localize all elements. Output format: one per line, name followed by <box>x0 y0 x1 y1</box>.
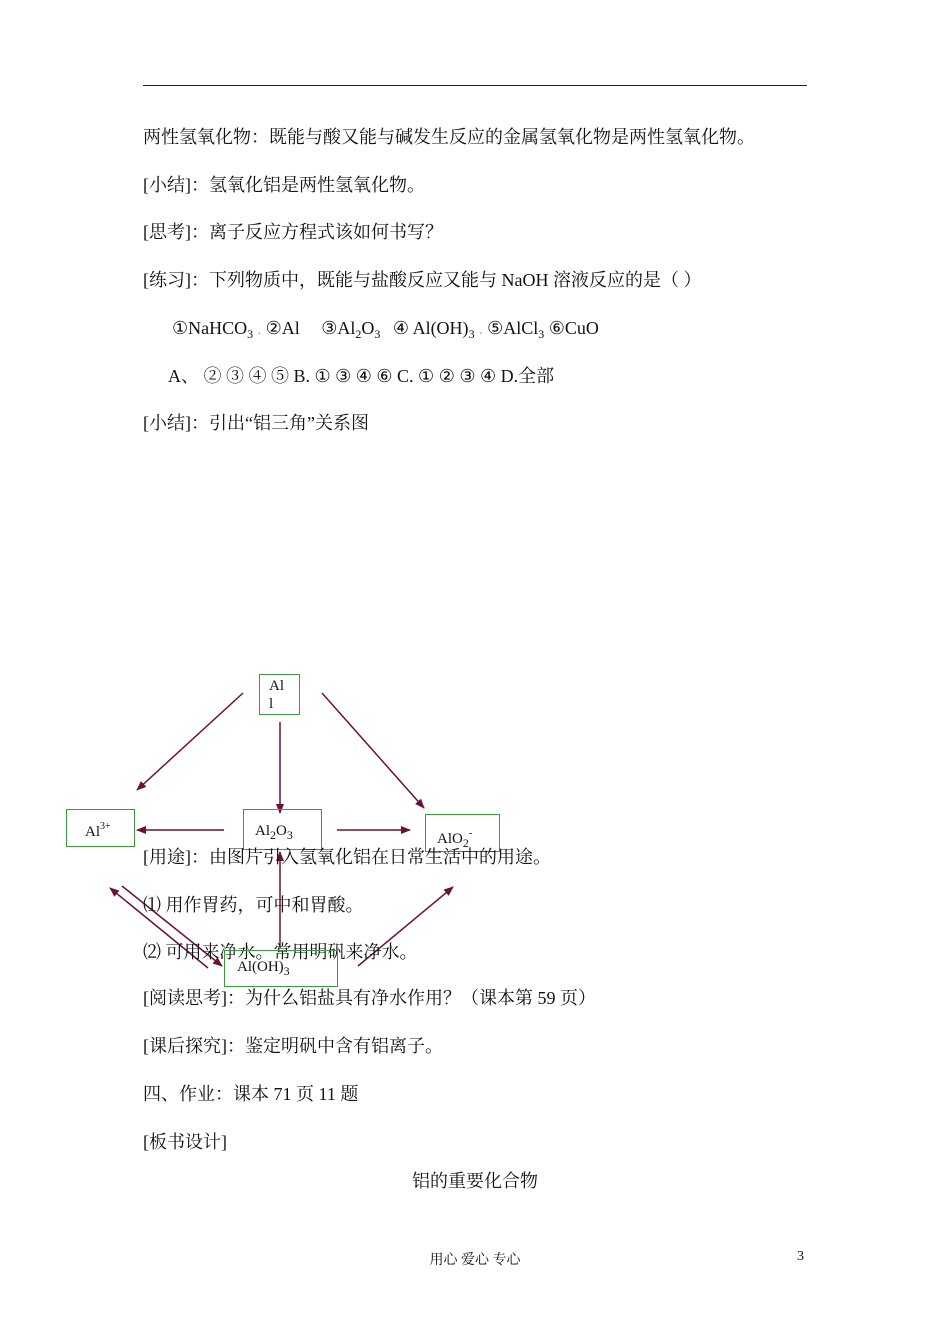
reading-question: [阅读思考]：为什么铝盐具有净水作用？（课本第 59 页） <box>143 988 596 1008</box>
node-al-label: Al <box>269 678 284 694</box>
board-design-title: 铝的重要化合物 <box>412 1171 538 1191</box>
usage-item-2: ⑵ 可用来净水。常用明矾来净水。 <box>143 942 418 962</box>
homework-line: 四、作业：课本 71 页 11 题 <box>143 1084 359 1104</box>
node-al2o3-label: Al <box>255 823 270 839</box>
node-al3-label: Al <box>85 824 100 840</box>
node-al2o3-label-o: O <box>276 823 287 839</box>
node-al3 <box>66 809 135 847</box>
page-footer: 用心 爱心 专心 <box>429 1253 521 1268</box>
option-6: ⑥CuO <box>548 318 599 338</box>
option-3: $③Al_2O_3$ <box>321 318 381 341</box>
board-design-heading: [板书设计] <box>143 1132 227 1152</box>
thinking-line: [思考]：离子反应方程式该如何书写？ <box>143 222 443 242</box>
after-class-line: [课后探究]：鉴定明矾中含有铝离子。 <box>143 1036 443 1056</box>
usage-line: [用途]：由图片引入氢氧化铝在日常生活中的用途。 <box>143 847 551 867</box>
node-alo2-sub: 2 <box>462 836 469 850</box>
bullet-dot: . <box>479 323 483 338</box>
summary-triangle-line: [小结]：引出“铝三角”关系图 <box>143 413 369 433</box>
option-2: ②Al <box>265 318 300 338</box>
page-number: 3 <box>797 1249 804 1264</box>
usage-item-1: ⑴ 用作胃药，可中和胃酸。 <box>143 895 364 915</box>
answer-choices: A、 ② ③ ④ ⑤ B. ① ③ ④ ⑥ C. ① ② ③ ④ D.全部 <box>168 366 555 386</box>
node-al-label-wrap: l <box>269 696 274 712</box>
arrow-al-to-al3 <box>137 693 243 790</box>
definition-line: 两性氢氧化物：既能与酸又能与碱发生反应的金属氢氧化物是两性氢氧化物。 <box>143 127 755 147</box>
node-alo2-charge: - <box>468 828 473 839</box>
node-al2o3-sub2: 3 <box>286 828 293 842</box>
option-5: ⑤AlCl$_3$ <box>487 318 545 341</box>
node-al3-charge: 3+ <box>100 821 111 832</box>
node-al <box>259 674 300 715</box>
arrow-al-to-alo2 <box>322 693 424 808</box>
node-al2o3 <box>243 809 322 850</box>
option-4: ④ $Al(OH)_3$ <box>392 318 475 341</box>
option-1: ①NaHCO$_3$ <box>172 318 254 341</box>
exercise-question: [练习]：下列物质中，既能与盐酸反应又能与 NaOH 溶液反应的是（ ） <box>143 270 702 290</box>
node-aloh3 <box>224 950 338 987</box>
node-aloh3-label: Al(OH) <box>237 959 284 975</box>
summary-line: [小结]：氢氧化铝是两性氢氧化物。 <box>143 175 425 195</box>
bullet-dot: . <box>257 323 262 338</box>
node-aloh3-sub: 3 <box>283 964 290 978</box>
node-alo2-label: AlO <box>437 831 463 847</box>
node-al2o3-sub1: 2 <box>270 828 276 842</box>
